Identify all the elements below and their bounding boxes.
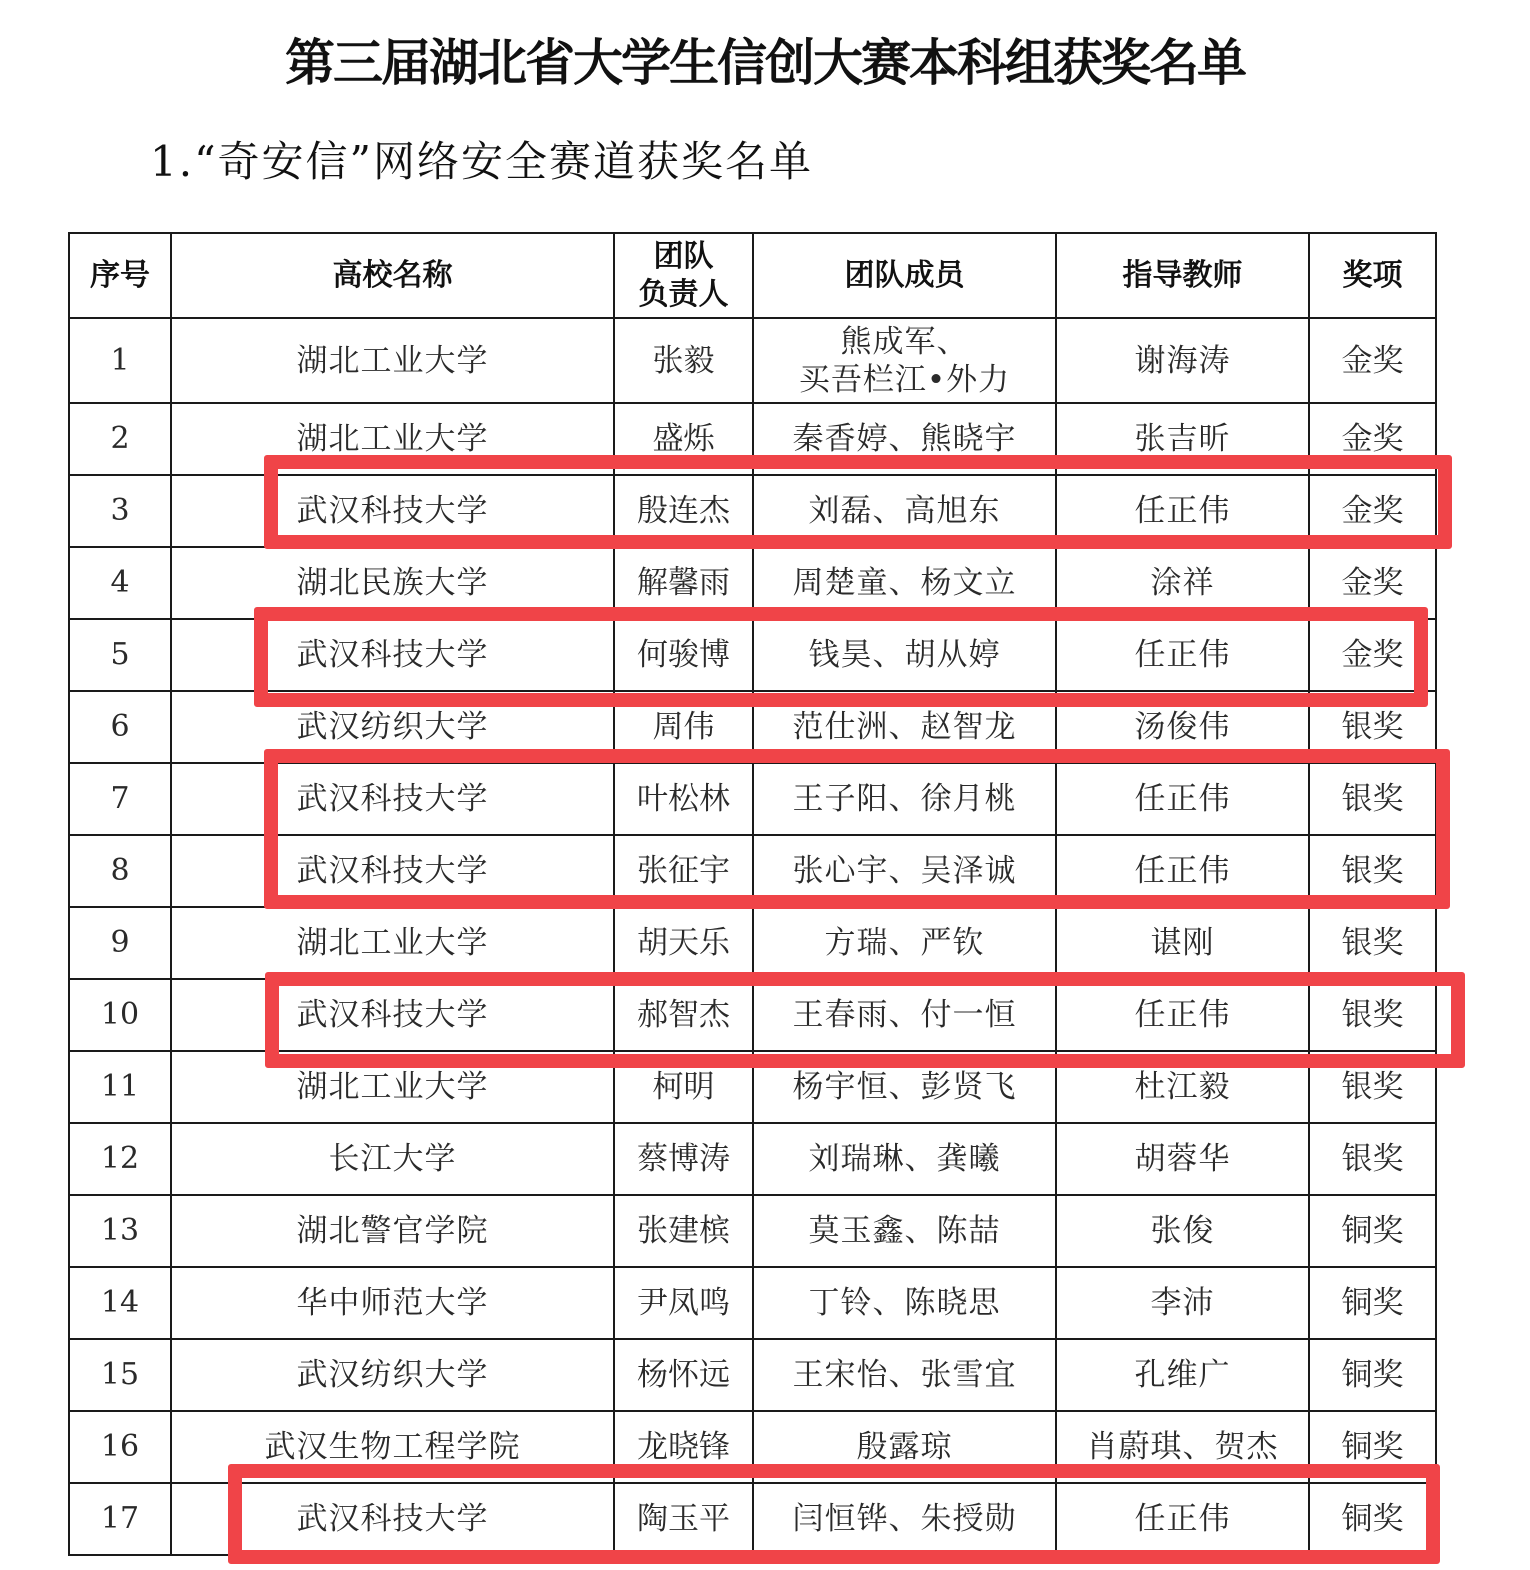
cell-seq: 9	[69, 907, 171, 979]
cell-leader: 蔡博涛	[614, 1123, 753, 1195]
cell-leader: 周伟	[614, 691, 753, 763]
cell-award: 银奖	[1309, 691, 1436, 763]
table-row	[69, 475, 1436, 547]
cell-advisor: 任正伟	[1056, 979, 1309, 1051]
cell-school: 湖北工业大学	[171, 907, 614, 979]
cell-award: 铜奖	[1309, 1339, 1436, 1411]
cell-school: 武汉科技大学	[171, 619, 614, 691]
cell-leader: 盛烁	[614, 403, 753, 475]
cell-seq: 3	[69, 475, 171, 547]
cell-seq: 8	[69, 835, 171, 907]
cell-advisor: 汤俊伟	[1056, 691, 1309, 763]
cell-advisor: 胡蓉华	[1056, 1123, 1309, 1195]
cell-award: 银奖	[1309, 1123, 1436, 1195]
cell-advisor: 张俊	[1056, 1195, 1309, 1267]
cell-school: 武汉科技大学	[171, 1483, 614, 1555]
cell-members: 殷露琼	[753, 1411, 1056, 1483]
cell-members: 秦香婷、熊晓宇	[753, 403, 1056, 475]
cell-advisor: 任正伟	[1056, 1483, 1309, 1555]
header-award: 奖项	[1309, 233, 1436, 318]
cell-seq: 4	[69, 547, 171, 619]
table-row	[69, 547, 1436, 619]
cell-members: 闫恒铧、朱授勋	[753, 1483, 1056, 1555]
cell-leader: 柯明	[614, 1051, 753, 1123]
table-row	[69, 1339, 1436, 1411]
cell-members: 刘瑞琳、龚曦	[753, 1123, 1056, 1195]
header-advisor: 指导教师	[1056, 233, 1309, 318]
table-row	[69, 691, 1436, 763]
cell-members-line1: 熊成军、	[840, 323, 969, 360]
cell-members-line2: 买吾栏江•外力	[798, 361, 1011, 398]
cell-award: 铜奖	[1309, 1411, 1436, 1483]
cell-leader: 张建槟	[614, 1195, 753, 1267]
cell-award: 银奖	[1309, 835, 1436, 907]
cell-leader: 胡天乐	[614, 907, 753, 979]
table-row	[69, 907, 1436, 979]
table-row	[69, 835, 1436, 907]
cell-seq: 17	[69, 1483, 171, 1555]
cell-advisor: 任正伟	[1056, 475, 1309, 547]
table-row	[69, 318, 1436, 403]
cell-seq: 5	[69, 619, 171, 691]
cell-leader: 张征宇	[614, 835, 753, 907]
table-row	[69, 403, 1436, 475]
cell-members: 丁铃、陈晓思	[753, 1267, 1056, 1339]
table-row	[69, 1267, 1436, 1339]
table-row	[69, 979, 1436, 1051]
cell-advisor: 孔维广	[1056, 1339, 1309, 1411]
cell-advisor: 涂祥	[1056, 547, 1309, 619]
cell-school: 武汉纺织大学	[171, 691, 614, 763]
cell-advisor: 任正伟	[1056, 763, 1309, 835]
cell-advisor: 李沛	[1056, 1267, 1309, 1339]
cell-seq: 6	[69, 691, 171, 763]
table-row	[69, 1195, 1436, 1267]
cell-award: 银奖	[1309, 907, 1436, 979]
cell-seq: 10	[69, 979, 171, 1051]
table-row	[69, 1411, 1436, 1483]
cell-members: 王宋怡、张雪宜	[753, 1339, 1056, 1411]
header-school: 高校名称	[171, 233, 614, 318]
cell-award: 金奖	[1309, 619, 1436, 691]
table-row	[69, 1483, 1436, 1555]
cell-advisor: 肖蔚琪、贺杰	[1056, 1411, 1309, 1483]
cell-advisor: 杜江毅	[1056, 1051, 1309, 1123]
document-title: 第三届湖北省大学生信创大赛本科组获奖名单	[285, 34, 1245, 92]
cell-seq: 15	[69, 1339, 171, 1411]
cell-members: 杨宇恒、彭贤飞	[753, 1051, 1056, 1123]
cell-school: 华中师范大学	[171, 1267, 614, 1339]
cell-leader: 叶松林	[614, 763, 753, 835]
cell-school: 武汉纺织大学	[171, 1339, 614, 1411]
header-leader	[614, 233, 753, 318]
table-header-row	[69, 233, 1436, 318]
cell-award: 铜奖	[1309, 1267, 1436, 1339]
cell-leader: 尹凤鸣	[614, 1267, 753, 1339]
cell-leader: 杨怀远	[614, 1339, 753, 1411]
cell-members	[753, 318, 1056, 403]
cell-school: 武汉科技大学	[171, 979, 614, 1051]
header-leader-line1: 团队	[653, 238, 714, 274]
cell-leader: 郝智杰	[614, 979, 753, 1051]
cell-leader: 殷连杰	[614, 475, 753, 547]
cell-members: 张心宇、吴泽诚	[753, 835, 1056, 907]
cell-school: 长江大学	[171, 1123, 614, 1195]
cell-members: 莫玉鑫、陈喆	[753, 1195, 1056, 1267]
table-row	[69, 763, 1436, 835]
cell-school: 湖北工业大学	[171, 1051, 614, 1123]
cell-leader: 张毅	[614, 318, 753, 403]
cell-members: 刘磊、高旭东	[753, 475, 1056, 547]
cell-school: 武汉科技大学	[171, 475, 614, 547]
cell-seq: 12	[69, 1123, 171, 1195]
header-leader-line2: 负责人	[638, 276, 729, 312]
cell-seq: 14	[69, 1267, 171, 1339]
cell-members: 范仕洲、赵智龙	[753, 691, 1056, 763]
cell-members: 钱昊、胡从婷	[753, 619, 1056, 691]
cell-school: 武汉生物工程学院	[171, 1411, 614, 1483]
cell-seq: 7	[69, 763, 171, 835]
cell-members: 王子阳、徐月桃	[753, 763, 1056, 835]
cell-award: 金奖	[1309, 547, 1436, 619]
cell-seq: 1	[69, 318, 171, 403]
cell-advisor: 谢海涛	[1056, 318, 1309, 403]
section-heading: 1.“奇安信”网络安全赛道获奖名单	[150, 137, 814, 186]
cell-seq: 13	[69, 1195, 171, 1267]
cell-award: 银奖	[1309, 1051, 1436, 1123]
cell-award: 银奖	[1309, 979, 1436, 1051]
cell-advisor: 任正伟	[1056, 835, 1309, 907]
cell-school: 湖北民族大学	[171, 547, 614, 619]
cell-leader: 陶玉平	[614, 1483, 753, 1555]
cell-award: 金奖	[1309, 475, 1436, 547]
header-members: 团队成员	[753, 233, 1056, 318]
cell-school: 武汉科技大学	[171, 763, 614, 835]
cell-leader: 解馨雨	[614, 547, 753, 619]
cell-award: 铜奖	[1309, 1483, 1436, 1555]
awards-table	[68, 232, 1437, 1556]
table-row	[69, 1051, 1436, 1123]
cell-advisor: 任正伟	[1056, 619, 1309, 691]
cell-members: 周楚童、杨文立	[753, 547, 1056, 619]
cell-award: 铜奖	[1309, 1195, 1436, 1267]
cell-leader: 何骏博	[614, 619, 753, 691]
cell-award: 金奖	[1309, 318, 1436, 403]
cell-award: 银奖	[1309, 763, 1436, 835]
cell-award: 金奖	[1309, 403, 1436, 475]
cell-seq: 11	[69, 1051, 171, 1123]
table-row	[69, 1123, 1436, 1195]
cell-school: 湖北工业大学	[171, 318, 614, 403]
cell-members: 王春雨、付一恒	[753, 979, 1056, 1051]
cell-members: 方瑞、严钦	[753, 907, 1056, 979]
cell-advisor: 张吉昕	[1056, 403, 1309, 475]
cell-school: 武汉科技大学	[171, 835, 614, 907]
cell-seq: 16	[69, 1411, 171, 1483]
cell-seq: 2	[69, 403, 171, 475]
cell-advisor: 谌刚	[1056, 907, 1309, 979]
header-seq: 序号	[69, 233, 171, 318]
table-row	[69, 619, 1436, 691]
cell-leader: 龙晓锋	[614, 1411, 753, 1483]
cell-school: 湖北工业大学	[171, 403, 614, 475]
cell-school: 湖北警官学院	[171, 1195, 614, 1267]
